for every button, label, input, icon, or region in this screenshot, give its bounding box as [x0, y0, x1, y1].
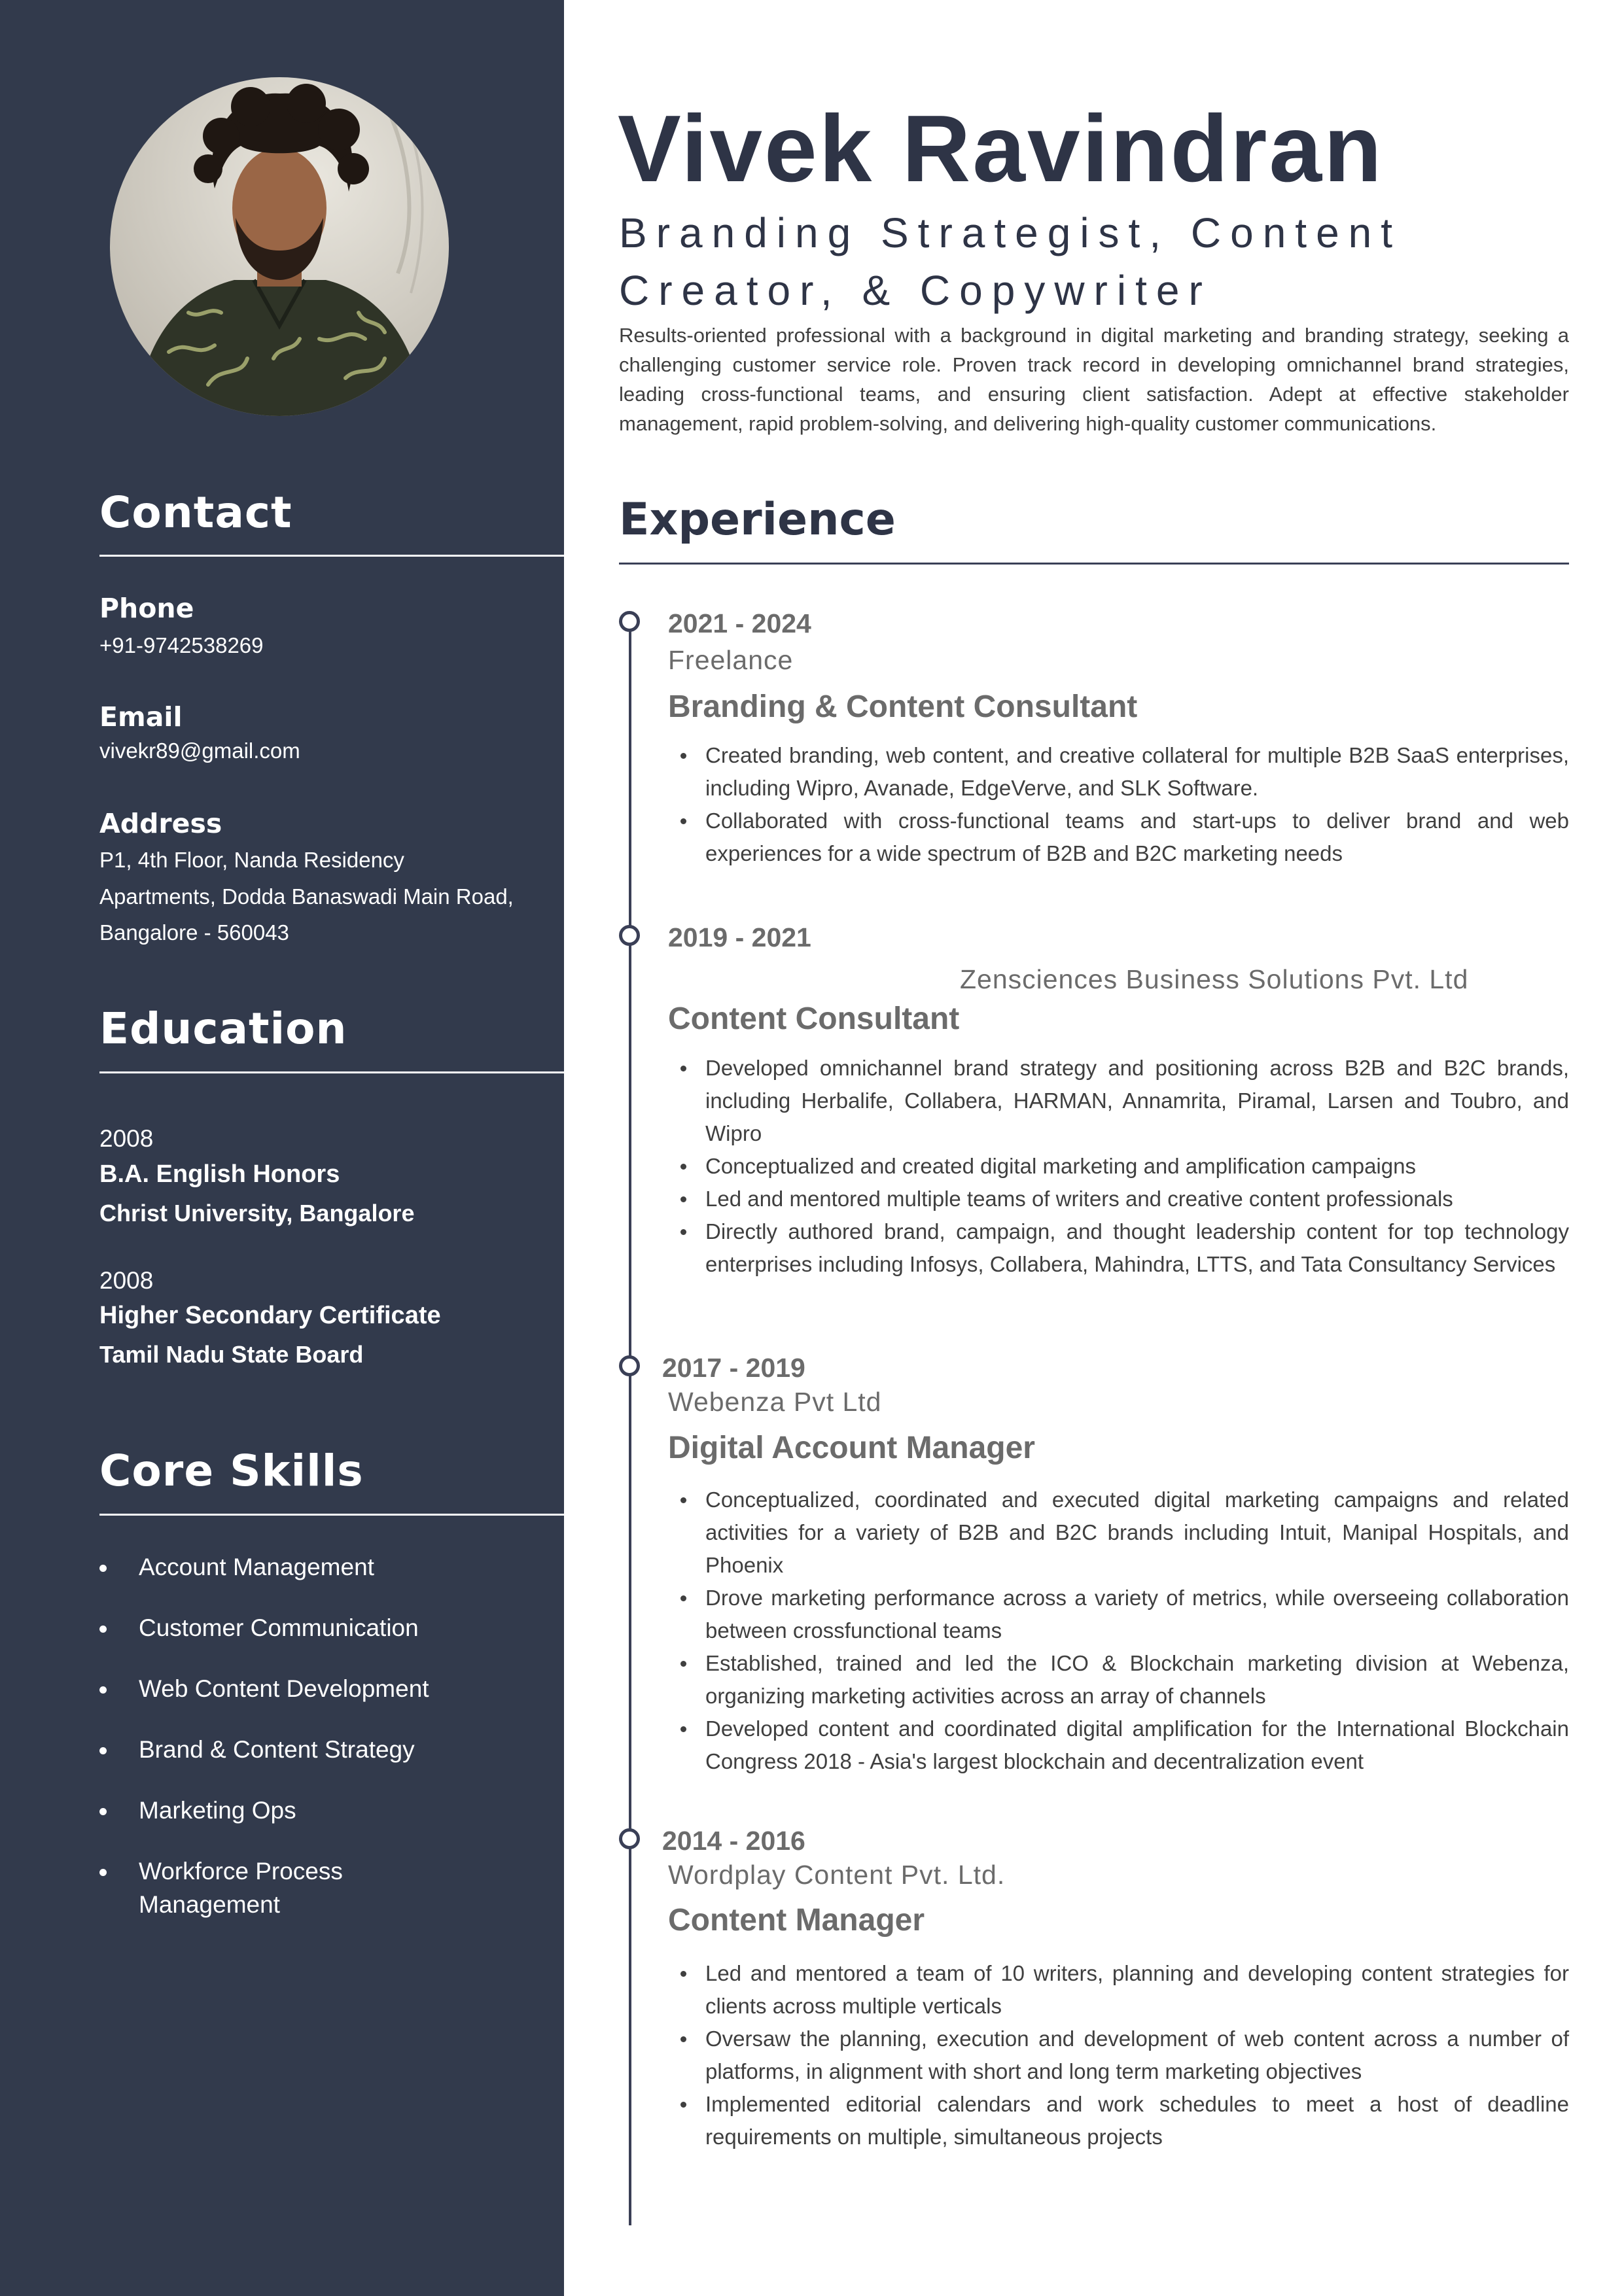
address-line-2: Apartments, Dodda Banaswadi Main Road, [99, 884, 514, 909]
timeline-line [629, 627, 631, 2225]
sidebar [0, 0, 564, 2296]
skill-item: Customer Communication [99, 1611, 505, 1644]
skill-item: Web Content Development [99, 1672, 505, 1705]
job-bullet: Established, trained and led the ICO & Blockchain marketing division at Webenza, organizing marketing activities across an array of channels [705, 1647, 1569, 1713]
skills-list [99, 1550, 505, 1949]
experience-divider [619, 563, 1569, 565]
skill-item: Marketing Ops [99, 1794, 505, 1827]
job-bullet: Developed content and coordinated digital amplification for the International Blockchain Congress 2018 - Asia's largest blockchain and decentralization event [705, 1713, 1569, 1778]
phone-label: Phone [99, 593, 194, 624]
skill-item: Workforce Process Management [99, 1854, 387, 1921]
timeline-dot [619, 1828, 640, 1849]
education-divider [99, 1071, 564, 1073]
job-bullets [705, 739, 1569, 870]
job-bullet: Drove marketing performance across a variety of metrics, while overseeing collaboration between crossfunctional teams [705, 1582, 1569, 1647]
last-name: Ravindran [902, 96, 1384, 201]
address-label: Address [99, 808, 222, 839]
job-company: Webenza Pvt Ltd [668, 1387, 882, 1417]
job-bullet: Led and mentored multiple teams of writers and creative content professionals [705, 1183, 1569, 1215]
job-period: 2014 - 2016 [662, 1826, 805, 1856]
job-role: Digital Account Manager [668, 1431, 1035, 1465]
profile-photo [110, 77, 449, 416]
education-heading: Education [99, 1003, 347, 1054]
job-company: Zensciences Business Solutions Pvt. Ltd [960, 964, 1469, 994]
job-bullet: Collaborated with cross-functional teams and start-ups to deliver brand and web experiences for a wide spectrum of B2B and B2C marketing needs [705, 805, 1569, 870]
job-bullet: Conceptualized, coordinated and executed digital marketing campaigns and related activities for a variety of B2B and B2C brands including Intuit, Manipal Hospitals, and Phoenix [705, 1484, 1569, 1582]
job-period: 2019 - 2021 [668, 922, 811, 952]
job-bullet: Led and mentored a team of 10 writers, planning and developing content strategies for clients across multiple verticals [705, 1957, 1569, 2023]
job-bullets [705, 1484, 1569, 1778]
job-role: Branding & Content Consultant [668, 689, 1138, 724]
job-bullets [705, 1052, 1569, 1281]
education-degree: Higher Secondary Certificate [99, 1302, 441, 1329]
education-year: 2008 [99, 1267, 154, 1294]
education-school: Christ University, Bangalore [99, 1200, 415, 1226]
address-line-1: P1, 4th Floor, Nanda Residency [99, 848, 404, 872]
job-bullet: Directly authored brand, campaign, and thought leadership content for top technology enterprises including Infosys, Collabera, Mahindra, LTTS, and Tata Consultancy Services [705, 1215, 1569, 1281]
candidate-name [618, 96, 1384, 201]
education-school: Tamil Nadu State Board [99, 1341, 364, 1368]
job-company: Freelance [668, 645, 794, 675]
candidate-title: Branding Strategist, Content Creator, & Copywriter [619, 209, 1402, 314]
skills-heading: Core Skills [99, 1446, 364, 1496]
email-value: vivekr89@gmail.com [99, 739, 300, 763]
job-role: Content Consultant [668, 1001, 960, 1036]
job-period: 2021 - 2024 [668, 608, 811, 638]
job-bullets [705, 1957, 1569, 2153]
timeline-dot [619, 925, 640, 946]
experience-heading: Experience [619, 494, 896, 546]
education-degree: B.A. English Honors [99, 1160, 340, 1188]
skills-divider [99, 1514, 564, 1516]
skill-item: Brand & Content Strategy [99, 1733, 505, 1766]
job-bullet: Conceptualized and created digital marketing and amplification campaigns [705, 1150, 1569, 1183]
contact-divider [99, 555, 564, 557]
job-company: Wordplay Content Pvt. Ltd. [668, 1860, 1006, 1890]
timeline-dot [619, 611, 640, 632]
job-bullet: Oversaw the planning, execution and development of web content across a number of platforms, in alignment with short and long term marketing objectives [705, 2023, 1569, 2088]
job-role: Content Manager [668, 1903, 925, 1938]
timeline-dot [619, 1355, 640, 1376]
job-bullet: Developed omnichannel brand strategy and positioning across B2B and B2C brands, including Herbalife, Collabera, HARMAN, Annamrita, Piramal, Larsen and Toubro, and Wipro [705, 1052, 1569, 1150]
email-label: Email [99, 701, 183, 733]
skill-item: Account Management [99, 1550, 505, 1584]
contact-heading: Contact [99, 487, 292, 538]
phone-value: +91-9742538269 [99, 633, 264, 657]
address-line-3: Bangalore - 560043 [99, 920, 289, 945]
job-period: 2017 - 2019 [662, 1353, 805, 1383]
first-name: Vivek [618, 96, 874, 201]
profile-summary: Results-oriented professional with a background in digital marketing and branding strategy, seeking a challenging customer service role. Proven track record in developing omnichannel brand strategies, leading cross-functional teams, and ensuring client satisfaction. Adept at effective stakeholder management, rapid problem-solving, and delivering high-quality customer communications. [619, 324, 1569, 435]
job-bullet: Implemented editorial calendars and work schedules to meet a host of deadline requirements on multiple, simultaneous projects [705, 2088, 1569, 2153]
portrait-image [110, 77, 449, 416]
education-year: 2008 [99, 1125, 154, 1152]
job-bullet: Created branding, web content, and creative collateral for multiple B2B SaaS enterprises, including Wipro, Avanade, EdgeVerve, and SLK Software. [705, 739, 1569, 805]
